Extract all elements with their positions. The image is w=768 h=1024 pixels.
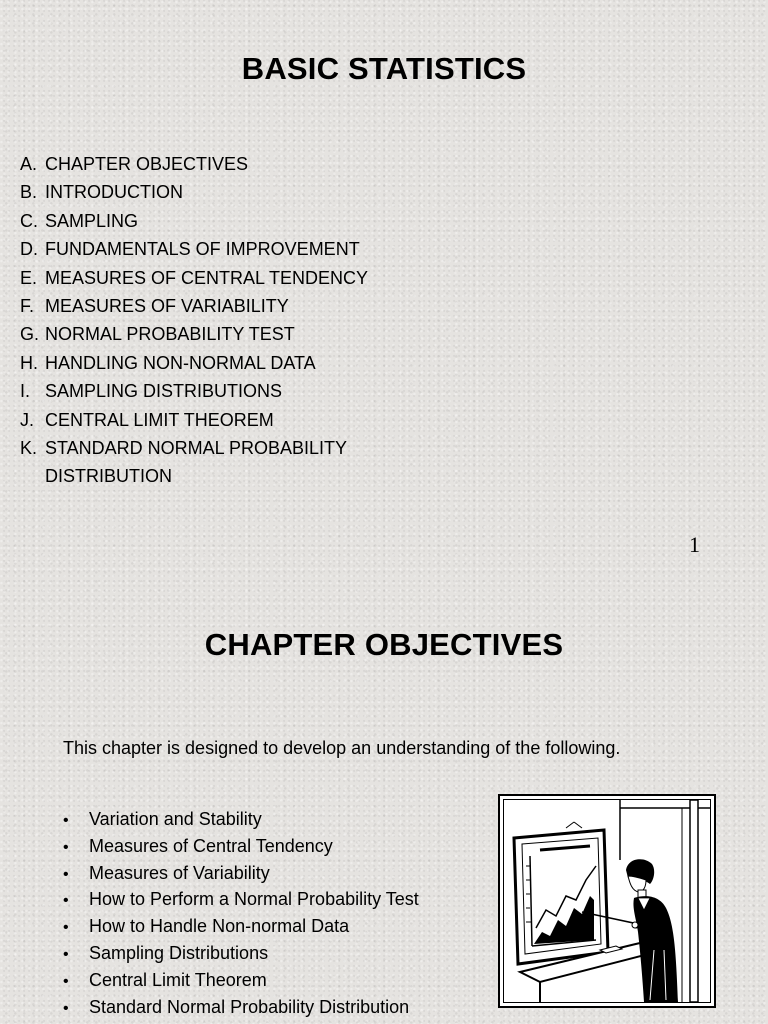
toc-text: SAMPLING (45, 210, 139, 231)
toc-letter: K. (20, 438, 38, 459)
list-item (63, 834, 419, 861)
list-item (63, 995, 419, 1022)
toc-item (20, 406, 385, 434)
table-of-contents (20, 150, 385, 491)
toc-letter: B. (20, 182, 38, 203)
list-item-text: Measures of Variability (89, 862, 270, 883)
toc-item (20, 349, 385, 377)
toc-letter: I. (20, 381, 31, 402)
list-item-text: Variation and Stability (89, 809, 262, 829)
toc-letter: F. (20, 296, 35, 317)
list-item (63, 914, 419, 941)
toc-item (20, 320, 385, 348)
toc-text: CENTRAL LIMIT THEOREM (45, 409, 274, 430)
toc-letter: E. (20, 267, 38, 288)
list-item (63, 968, 419, 995)
list-item-text: How to Perform a Normal Probability Test (89, 889, 419, 910)
presenter-chart-illustration (498, 794, 716, 1008)
toc-letter: J. (20, 409, 35, 430)
toc-text: HANDLING NON-NORMAL DATA (45, 352, 316, 373)
toc-item (20, 434, 385, 491)
list-item (63, 887, 419, 914)
list-item (63, 807, 419, 834)
toc-letter: C. (20, 210, 38, 231)
toc-text: SAMPLING DISTRIBUTIONS (45, 381, 283, 402)
bullet-icon: • (63, 945, 69, 963)
bullet-icon: • (63, 972, 69, 990)
toc-text: MEASURES OF VARIABILITY (45, 296, 289, 317)
list-item-text: Measures of Central Tendency (89, 835, 333, 856)
toc-text: NORMAL PROBABILITY TEST (45, 324, 295, 345)
page-number: 1 (689, 532, 700, 557)
list-item (63, 861, 419, 888)
intro-text: This chapter is designed to develop an understanding of the following. (63, 738, 621, 758)
list-item-text: Sampling Distributions (89, 942, 269, 963)
toc-text: CHAPTER OBJECTIVES (45, 154, 249, 174)
toc-text: FUNDAMENTALS OF IMPROVEMENT (45, 239, 360, 260)
toc-letter: G. (20, 324, 40, 345)
toc-item (20, 150, 385, 178)
list-item-text: Central Limit Theorem (89, 969, 267, 990)
bullet-icon: • (63, 892, 69, 910)
slide-chapter-objectives (0, 580, 768, 1024)
toc-item (20, 178, 385, 206)
toc-letter: D. (20, 239, 38, 260)
list-item-text: Standard Normal Probability Distribution (89, 996, 410, 1017)
objectives-list (63, 807, 419, 1021)
toc-item (20, 377, 385, 405)
toc-item (20, 235, 385, 263)
toc-text: INTRODUCTION (45, 182, 183, 203)
toc-letter: H. (20, 352, 38, 373)
bullet-icon: • (63, 812, 69, 829)
presenter-with-chart-icon (504, 800, 710, 1002)
toc-text: STANDARD NORMAL PROBABILITY DISTRIBUTION (45, 438, 347, 487)
bullet-icon: • (63, 838, 69, 856)
slide-title: BASIC STATISTICS (241, 51, 527, 86)
bullet-icon: • (63, 919, 69, 937)
toc-item (20, 207, 385, 235)
bullet-icon: • (63, 999, 69, 1017)
slide-title: CHAPTER OBJECTIVES (204, 627, 564, 662)
list-item (63, 941, 419, 968)
list-item-text: How to Handle Non-normal Data (89, 916, 350, 937)
toc-item (20, 292, 385, 320)
toc-text: MEASURES OF CENTRAL TENDENCY (45, 267, 369, 288)
bullet-icon: • (63, 865, 69, 883)
toc-item (20, 264, 385, 292)
toc-letter: A. (20, 154, 38, 174)
